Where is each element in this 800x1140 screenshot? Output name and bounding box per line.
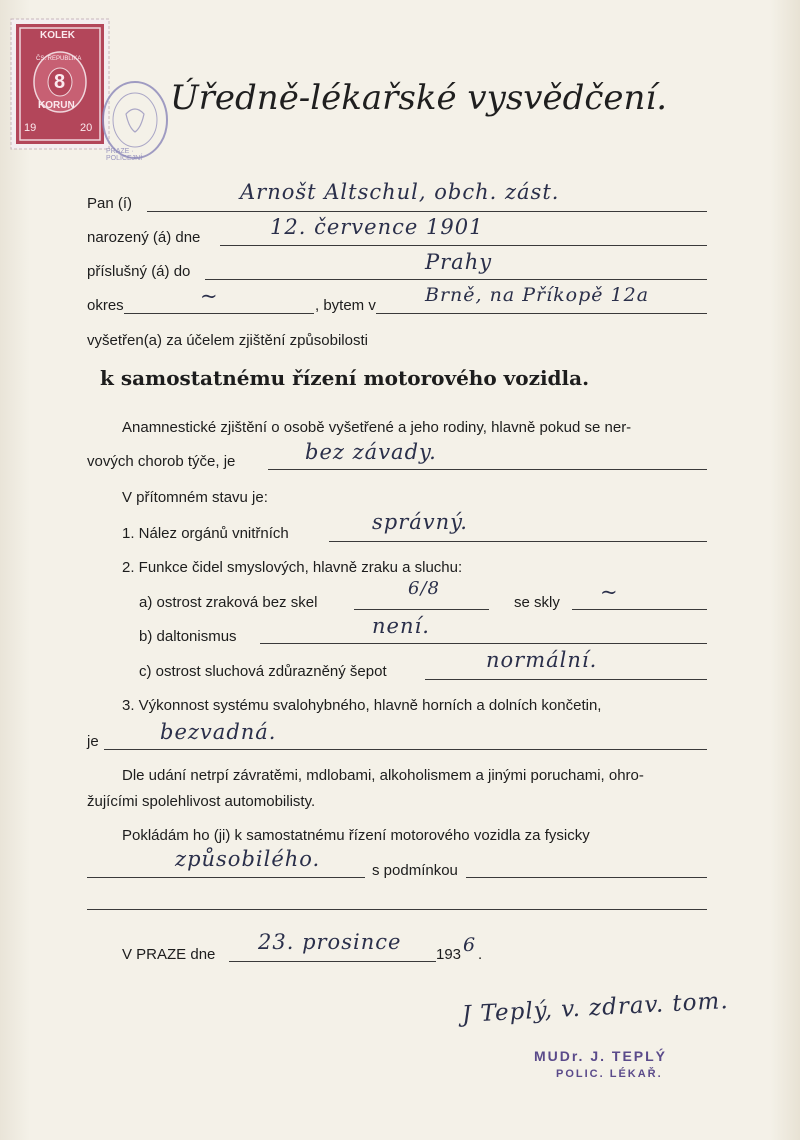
signature: J Teplý, v. zdrav. tom.	[461, 988, 730, 1028]
narozeny-line	[220, 245, 707, 246]
paragraph2-line1: Pokládám ho (ji) k samostatnému řízení motorového vozidla za fysicky	[122, 827, 590, 844]
item2b-value: není.	[372, 614, 430, 638]
item3-label: 3. Výkonnost systému svalohybného, hlavně horních a dolních končetin,	[122, 697, 602, 714]
police-seal-text: PRAZE · POLICEJNÍ	[106, 148, 143, 162]
doctor-stamp	[534, 1048, 667, 1080]
anamneza-line2-label: vových chorob týče, je	[87, 453, 236, 470]
paragraph1-line1: Dle udání netrpí závratěmi, mdlobami, alkoholismem a jinými poruchami, ohro-	[122, 767, 644, 784]
bytem-value: Brně, na Příkopě 12a	[425, 284, 650, 306]
prislusny-line	[205, 279, 707, 280]
stamp-year-left: 19	[24, 122, 37, 134]
item2b-line	[260, 643, 707, 644]
item1-value: správný.	[372, 510, 468, 534]
police-seal	[100, 78, 170, 162]
stamp-value: 8	[54, 71, 66, 93]
narozeny-value: 12. července 1901	[270, 215, 484, 239]
okres-line	[124, 313, 314, 314]
okres-value: ~	[200, 284, 219, 308]
paragraph1-line2: žujícími spolehlivost automobilisty.	[87, 793, 316, 810]
bytem-line	[376, 313, 707, 314]
item2a-skly-line	[572, 609, 707, 610]
item2c-label: c) ostrost sluchová zdůrazněný šepot	[139, 663, 387, 680]
prislusny-value: Prahy	[425, 250, 493, 274]
item2a-skly-label: se skly	[514, 594, 560, 611]
paragraph2-value-line	[87, 877, 365, 878]
item2a-line	[354, 609, 489, 610]
doctor-stamp-line2: POLIC. LÉKAŘ.	[556, 1068, 663, 1080]
date-prefix: V PRAZE dne	[122, 946, 216, 963]
anamneza-line1: Anamnestické zjištění o osobě vyšetřené a jeho rodiny, hlavně pokud se ner-	[122, 419, 632, 436]
narozeny-label: narozený (á) dne	[87, 229, 201, 246]
item2-label: 2. Funkce čidel smyslových, hlavně zraku a sluchu:	[122, 559, 463, 576]
item2c-value: normální.	[486, 648, 598, 672]
item1-label: 1. Nález orgánů vnitřních	[122, 525, 289, 542]
okres-label: okres	[87, 297, 124, 314]
section-heading: k samostatnému řízení motorového vozidla.	[100, 366, 590, 390]
stamp-top-label: KOLEK	[40, 30, 75, 41]
stamp-republic: ČS. REPUBLIKA	[36, 56, 82, 62]
item2a-value: 6/8	[408, 578, 440, 599]
date-year-printed: 193	[436, 946, 462, 963]
doctor-stamp-line1: MUDr. J. TEPLÝ	[534, 1048, 668, 1064]
item3-value: bezvadná.	[160, 720, 277, 744]
anamneza-value: bez závady.	[305, 440, 437, 464]
vysetren-label: vyšetřen(a) za účelem zjištění způsobilosti	[87, 332, 368, 349]
item2b-label: b) daltonismus	[139, 628, 237, 645]
item2c-line	[425, 679, 707, 680]
bytem-label: , bytem v	[315, 297, 376, 314]
anamneza-line	[268, 469, 707, 470]
date-value: 23. prosince	[258, 930, 402, 954]
item1-line	[329, 541, 707, 542]
date-suffix: .	[478, 946, 483, 963]
pan-label: Pan (í)	[87, 195, 133, 212]
pan-line	[147, 211, 707, 212]
prislusny-label: příslušný (á) do	[87, 263, 191, 280]
item3-line	[104, 749, 707, 750]
stamp-bottom-label: KORUN	[38, 100, 75, 111]
item2a-skly-value: ~	[600, 580, 619, 604]
podminkou-label: s podmínkou	[372, 862, 458, 879]
stav-label: V přítomném stavu je:	[122, 489, 268, 506]
paragraph2-value: způsobilého.	[175, 847, 321, 871]
podminkou-line	[466, 877, 707, 878]
date-line	[229, 961, 436, 962]
pan-value: Arnošt Altschul, obch. zást.	[240, 180, 560, 204]
item3-je-label: je	[87, 733, 99, 750]
document-title: Úředně-lékařské vysvědčení.	[170, 78, 668, 118]
extra-line	[87, 909, 707, 910]
date-year-hand: 6	[463, 934, 477, 956]
revenue-stamp	[10, 18, 110, 150]
stamp-year-right: 20	[80, 122, 93, 134]
item2a-label: a) ostrost zraková bez skel	[139, 594, 318, 611]
